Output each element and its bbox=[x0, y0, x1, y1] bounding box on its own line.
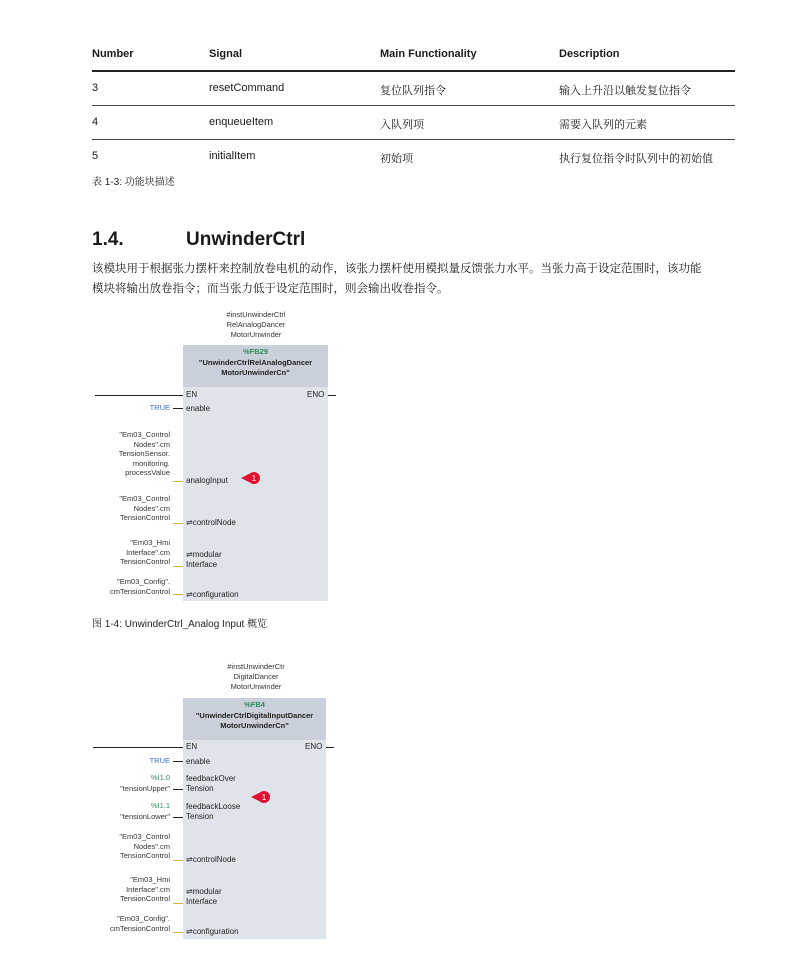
fb-block-number: %FB29 bbox=[242, 347, 268, 356]
marker-number: 1 bbox=[251, 474, 257, 483]
cell-description: 需要入队列的元素 bbox=[559, 119, 647, 131]
configuration-arg bbox=[80, 577, 170, 596]
type-line: "UnwinderCtrlRelAnalogDancer bbox=[198, 358, 313, 367]
pin-line: feedbackOver bbox=[186, 774, 236, 783]
header-main-functionality: Main Functionality bbox=[380, 48, 477, 60]
table-row bbox=[92, 106, 735, 140]
paragraph-line: 模块将输出放卷指令；而当张力低于设定范围时，则会输出收卷指令。 bbox=[92, 283, 449, 295]
control-node-pin: ⇌controlNode bbox=[186, 518, 236, 527]
true-constant: TRUE bbox=[149, 756, 170, 765]
arg-line: Interface".cm bbox=[126, 884, 170, 894]
en-wire bbox=[93, 747, 183, 748]
pin-line: feedbackLoose bbox=[186, 802, 241, 811]
feedback-loose-tension-pin bbox=[186, 802, 240, 822]
pin-line: Interface bbox=[186, 560, 218, 569]
analog-input-pin: analogInput bbox=[186, 476, 228, 485]
pin-wire bbox=[173, 408, 183, 409]
eno-pin: ENO bbox=[305, 742, 323, 751]
cell-number: 5 bbox=[92, 150, 99, 162]
pin-wire bbox=[173, 761, 183, 762]
configuration-arg bbox=[80, 914, 170, 933]
pin-wire bbox=[173, 481, 183, 482]
en-pin: EN bbox=[186, 742, 198, 751]
arg-line: "Em03_Config". bbox=[117, 914, 170, 923]
pin-wire bbox=[173, 860, 183, 861]
arg-line: TensionControl bbox=[119, 894, 170, 903]
pin-wire bbox=[173, 594, 183, 595]
cell-functionality: 初始项 bbox=[380, 153, 413, 165]
section-number: 1.4. bbox=[92, 229, 124, 250]
arg-line: Nodes".cm bbox=[133, 841, 170, 851]
header-signal: Signal bbox=[209, 48, 243, 60]
fb-block-number: %FB4 bbox=[244, 700, 265, 709]
pin-wire bbox=[173, 789, 183, 790]
fb-block-type bbox=[183, 711, 326, 731]
instance-line: #instUnwinderCtrl bbox=[226, 310, 286, 319]
table-header-row bbox=[92, 40, 735, 72]
en-pin: EN bbox=[186, 390, 198, 399]
hmi-interface-arg bbox=[90, 875, 170, 904]
en-wire bbox=[95, 395, 183, 396]
instance-line: MotorUnwinder bbox=[230, 682, 282, 691]
configuration-pin: ⇌configuration bbox=[186, 927, 239, 936]
figure-caption: 图 1-4: UnwinderCtrl_Analog Input 概览 bbox=[92, 619, 268, 630]
arg-line: "Em03_Hmi bbox=[130, 875, 170, 884]
table-row bbox=[92, 140, 735, 173]
fb-instance-name bbox=[196, 310, 316, 340]
arg-line: "Em03_Control bbox=[119, 832, 170, 841]
cell-signal: enqueueItem bbox=[209, 116, 274, 128]
analog-input-arg bbox=[90, 430, 170, 478]
arg-line: cmTensionControl bbox=[109, 923, 170, 933]
pin-wire bbox=[173, 903, 183, 904]
pin-wire bbox=[173, 566, 183, 567]
upper-tag: "tensionUpper" bbox=[120, 784, 170, 793]
eno-wire bbox=[326, 747, 334, 748]
arg-line: "Em03_Hmi bbox=[130, 538, 170, 547]
pin-line: ⇌modular bbox=[186, 887, 222, 896]
arg-line: TensionControl bbox=[119, 557, 170, 566]
instance-line: DigitalDancer bbox=[233, 672, 279, 681]
pin-line: ⇌modular bbox=[186, 550, 222, 559]
arg-line: Interface".cm bbox=[126, 547, 170, 557]
eno-pin: ENO bbox=[307, 390, 325, 399]
callout-marker-icon bbox=[251, 791, 271, 803]
hmi-interface-arg bbox=[90, 538, 170, 567]
arg-line: "Em03_Control bbox=[119, 430, 170, 439]
section-paragraph bbox=[92, 259, 742, 299]
fb-instance-name bbox=[196, 662, 316, 692]
pin-line: Tension bbox=[186, 784, 214, 793]
arg-line: processValue bbox=[125, 468, 170, 477]
lower-tag: "tensionLower" bbox=[120, 812, 170, 821]
arg-line: cmTensionControl bbox=[109, 586, 170, 596]
configuration-pin: ⇌configuration bbox=[186, 590, 239, 599]
arg-line: "Em03_Config". bbox=[117, 577, 170, 586]
section-title: UnwinderCtrl bbox=[186, 229, 306, 250]
cell-functionality: 入队列项 bbox=[380, 119, 424, 131]
arg-line: Nodes".cm bbox=[133, 503, 170, 513]
fb-block-type bbox=[183, 358, 328, 378]
eno-wire bbox=[328, 395, 336, 396]
arg-line: monitoring. bbox=[132, 458, 170, 468]
function-block-table bbox=[92, 40, 735, 173]
modular-interface-pin bbox=[186, 887, 222, 907]
table-caption: 表 1-3: 功能块描述 bbox=[92, 177, 175, 188]
pin-line: Tension bbox=[186, 812, 214, 821]
type-line: MotorUnwinderCn" bbox=[220, 721, 289, 730]
lower-address: %I1.1 bbox=[150, 801, 170, 810]
arg-line: TensionControl bbox=[119, 513, 170, 522]
upper-address: %I1.0 bbox=[150, 773, 170, 782]
arg-line: TensionSensor. bbox=[118, 449, 170, 458]
cell-signal: initialItem bbox=[209, 150, 256, 162]
arg-line: "Em03_Control bbox=[119, 494, 170, 503]
instance-line: RelAnalogDancer bbox=[226, 320, 286, 329]
table-row bbox=[92, 72, 735, 106]
enable-pin: enable bbox=[186, 404, 211, 413]
instance-line: #instUnwinderCtr bbox=[227, 662, 285, 671]
cell-description: 执行复位指令时队列中的初始值 bbox=[559, 153, 713, 165]
pin-line: Interface bbox=[186, 897, 218, 906]
enable-pin: enable bbox=[186, 757, 211, 766]
pin-wire bbox=[173, 817, 183, 818]
header-description: Description bbox=[559, 48, 620, 60]
header-number: Number bbox=[92, 48, 134, 60]
paragraph-line: 该模块用于根据张力摆杆来控制放卷电机的动作，该张力摆杆使用模拟量反馈张力水平。当张力高于设定范围时，该功能 bbox=[92, 263, 702, 275]
cell-description: 输入上升沿以触发复位指令 bbox=[559, 85, 691, 97]
arg-line: Nodes".cm bbox=[133, 439, 170, 449]
cell-number: 3 bbox=[92, 82, 99, 94]
control-node-pin: ⇌controlNode bbox=[186, 855, 236, 864]
control-node-arg bbox=[90, 494, 170, 523]
marker-number: 1 bbox=[261, 793, 267, 802]
control-node-arg bbox=[90, 832, 170, 861]
pin-wire bbox=[173, 932, 183, 933]
cell-functionality: 复位队列指令 bbox=[380, 85, 446, 97]
feedback-over-tension-pin bbox=[186, 774, 236, 794]
cell-signal: resetCommand bbox=[209, 82, 285, 94]
type-line: "UnwinderCtrlDigitalInputDancer bbox=[195, 711, 314, 720]
instance-line: MotorUnwinder bbox=[230, 330, 282, 339]
callout-marker-icon bbox=[241, 472, 261, 484]
true-constant: TRUE bbox=[149, 403, 170, 412]
arg-line: TensionControl bbox=[119, 851, 170, 860]
type-line: MotorUnwinderCn" bbox=[221, 368, 290, 377]
pin-wire bbox=[173, 523, 183, 524]
cell-number: 4 bbox=[92, 116, 99, 128]
modular-interface-pin bbox=[186, 550, 222, 570]
